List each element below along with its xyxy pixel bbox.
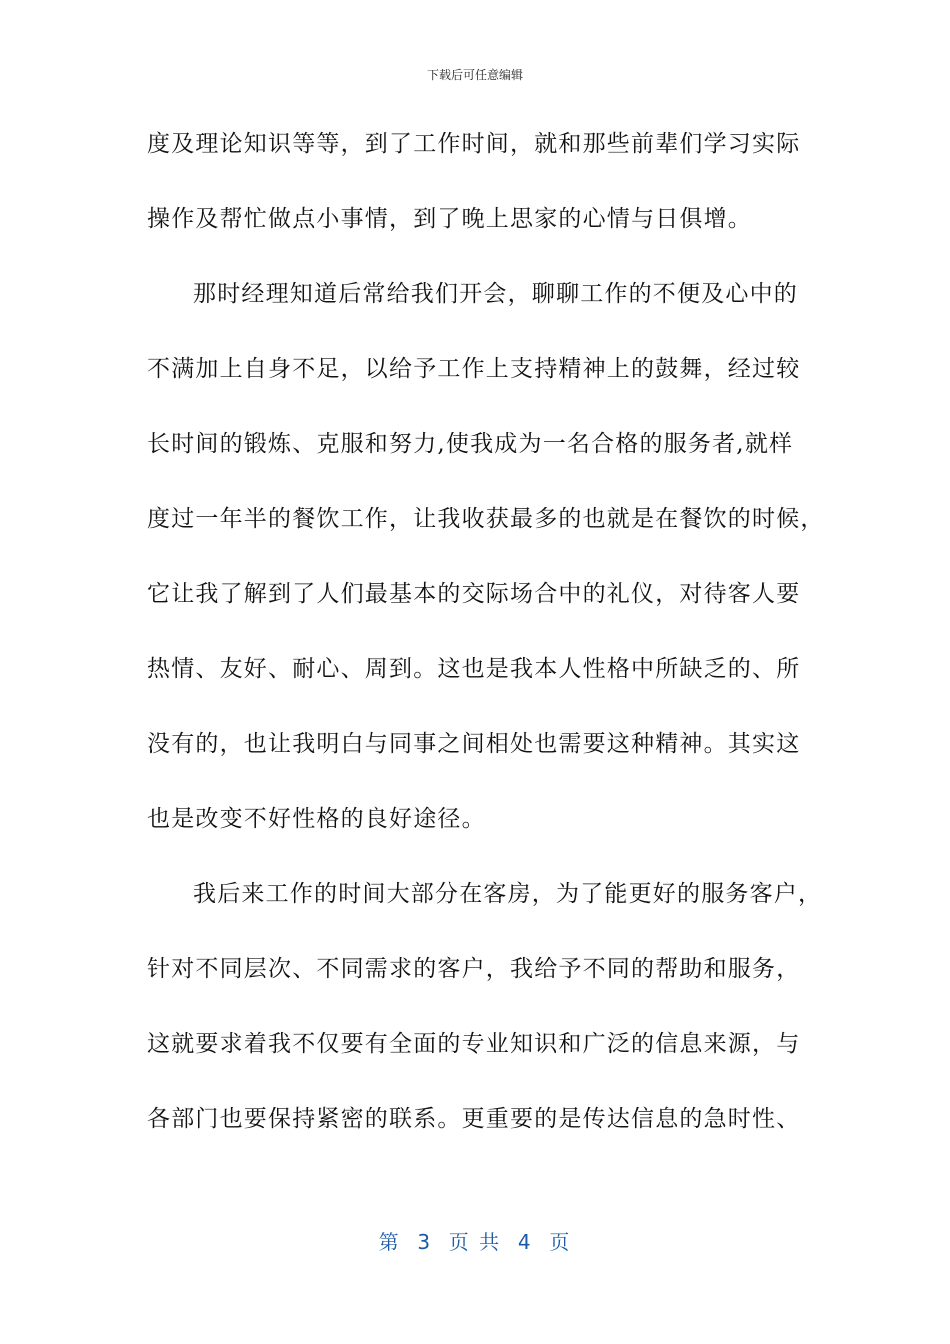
text-line: 这就要求着我不仅要有全面的专业知识和广泛的信息来源，与 <box>147 1031 801 1057</box>
text-line: 热情、友好、耐心、周到。这也是我本人性格中所缺乏的、所 <box>147 656 801 682</box>
page-footer <box>0 1226 950 1255</box>
text-line: 度及理论知识等等，到了工作时间，就和那些前辈们学习实际 <box>147 131 801 157</box>
document-body <box>147 122 825 1172</box>
paragraph-start-line: 那时经理知道后常给我们开会，聊聊工作的不便及心中的 <box>193 281 798 307</box>
text-line: 针对不同层次、不同需求的客户，我给予不同的帮助和服务， <box>147 956 801 982</box>
text-line: 长时间的锻炼、克服和努力,使我成为一名合格的服务者,就样 <box>147 431 794 457</box>
page-number-label: 第 3 页 共 4 页 <box>378 1230 572 1254</box>
text-line: 操作及帮忙做点小事情，到了晚上思家的心情与日俱增。 <box>147 206 752 232</box>
text-line: 各部门也要保持紧密的联系。更重要的是传达信息的急时性、 <box>147 1106 801 1132</box>
text-line: 不满加上自身不足，以给予工作上支持精神上的鼓舞，经过较 <box>147 356 801 382</box>
text-line: 度过一年半的餐饮工作，让我收获最多的也就是在餐饮的时候， <box>147 506 825 532</box>
page-header: 下载后可任意编辑 <box>426 68 523 82</box>
text-line: 没有的，也让我明白与同事之间相处也需要这种精神。其实这 <box>147 731 801 757</box>
text-line: 也是改变不好性格的良好途径。 <box>147 806 486 832</box>
paragraph-start-line: 我后来工作的时间大部分在客房，为了能更好的服务客户， <box>193 881 823 907</box>
text-line: 它让我了解到了人们最基本的交际场合中的礼仪，对待客人要 <box>147 581 801 607</box>
